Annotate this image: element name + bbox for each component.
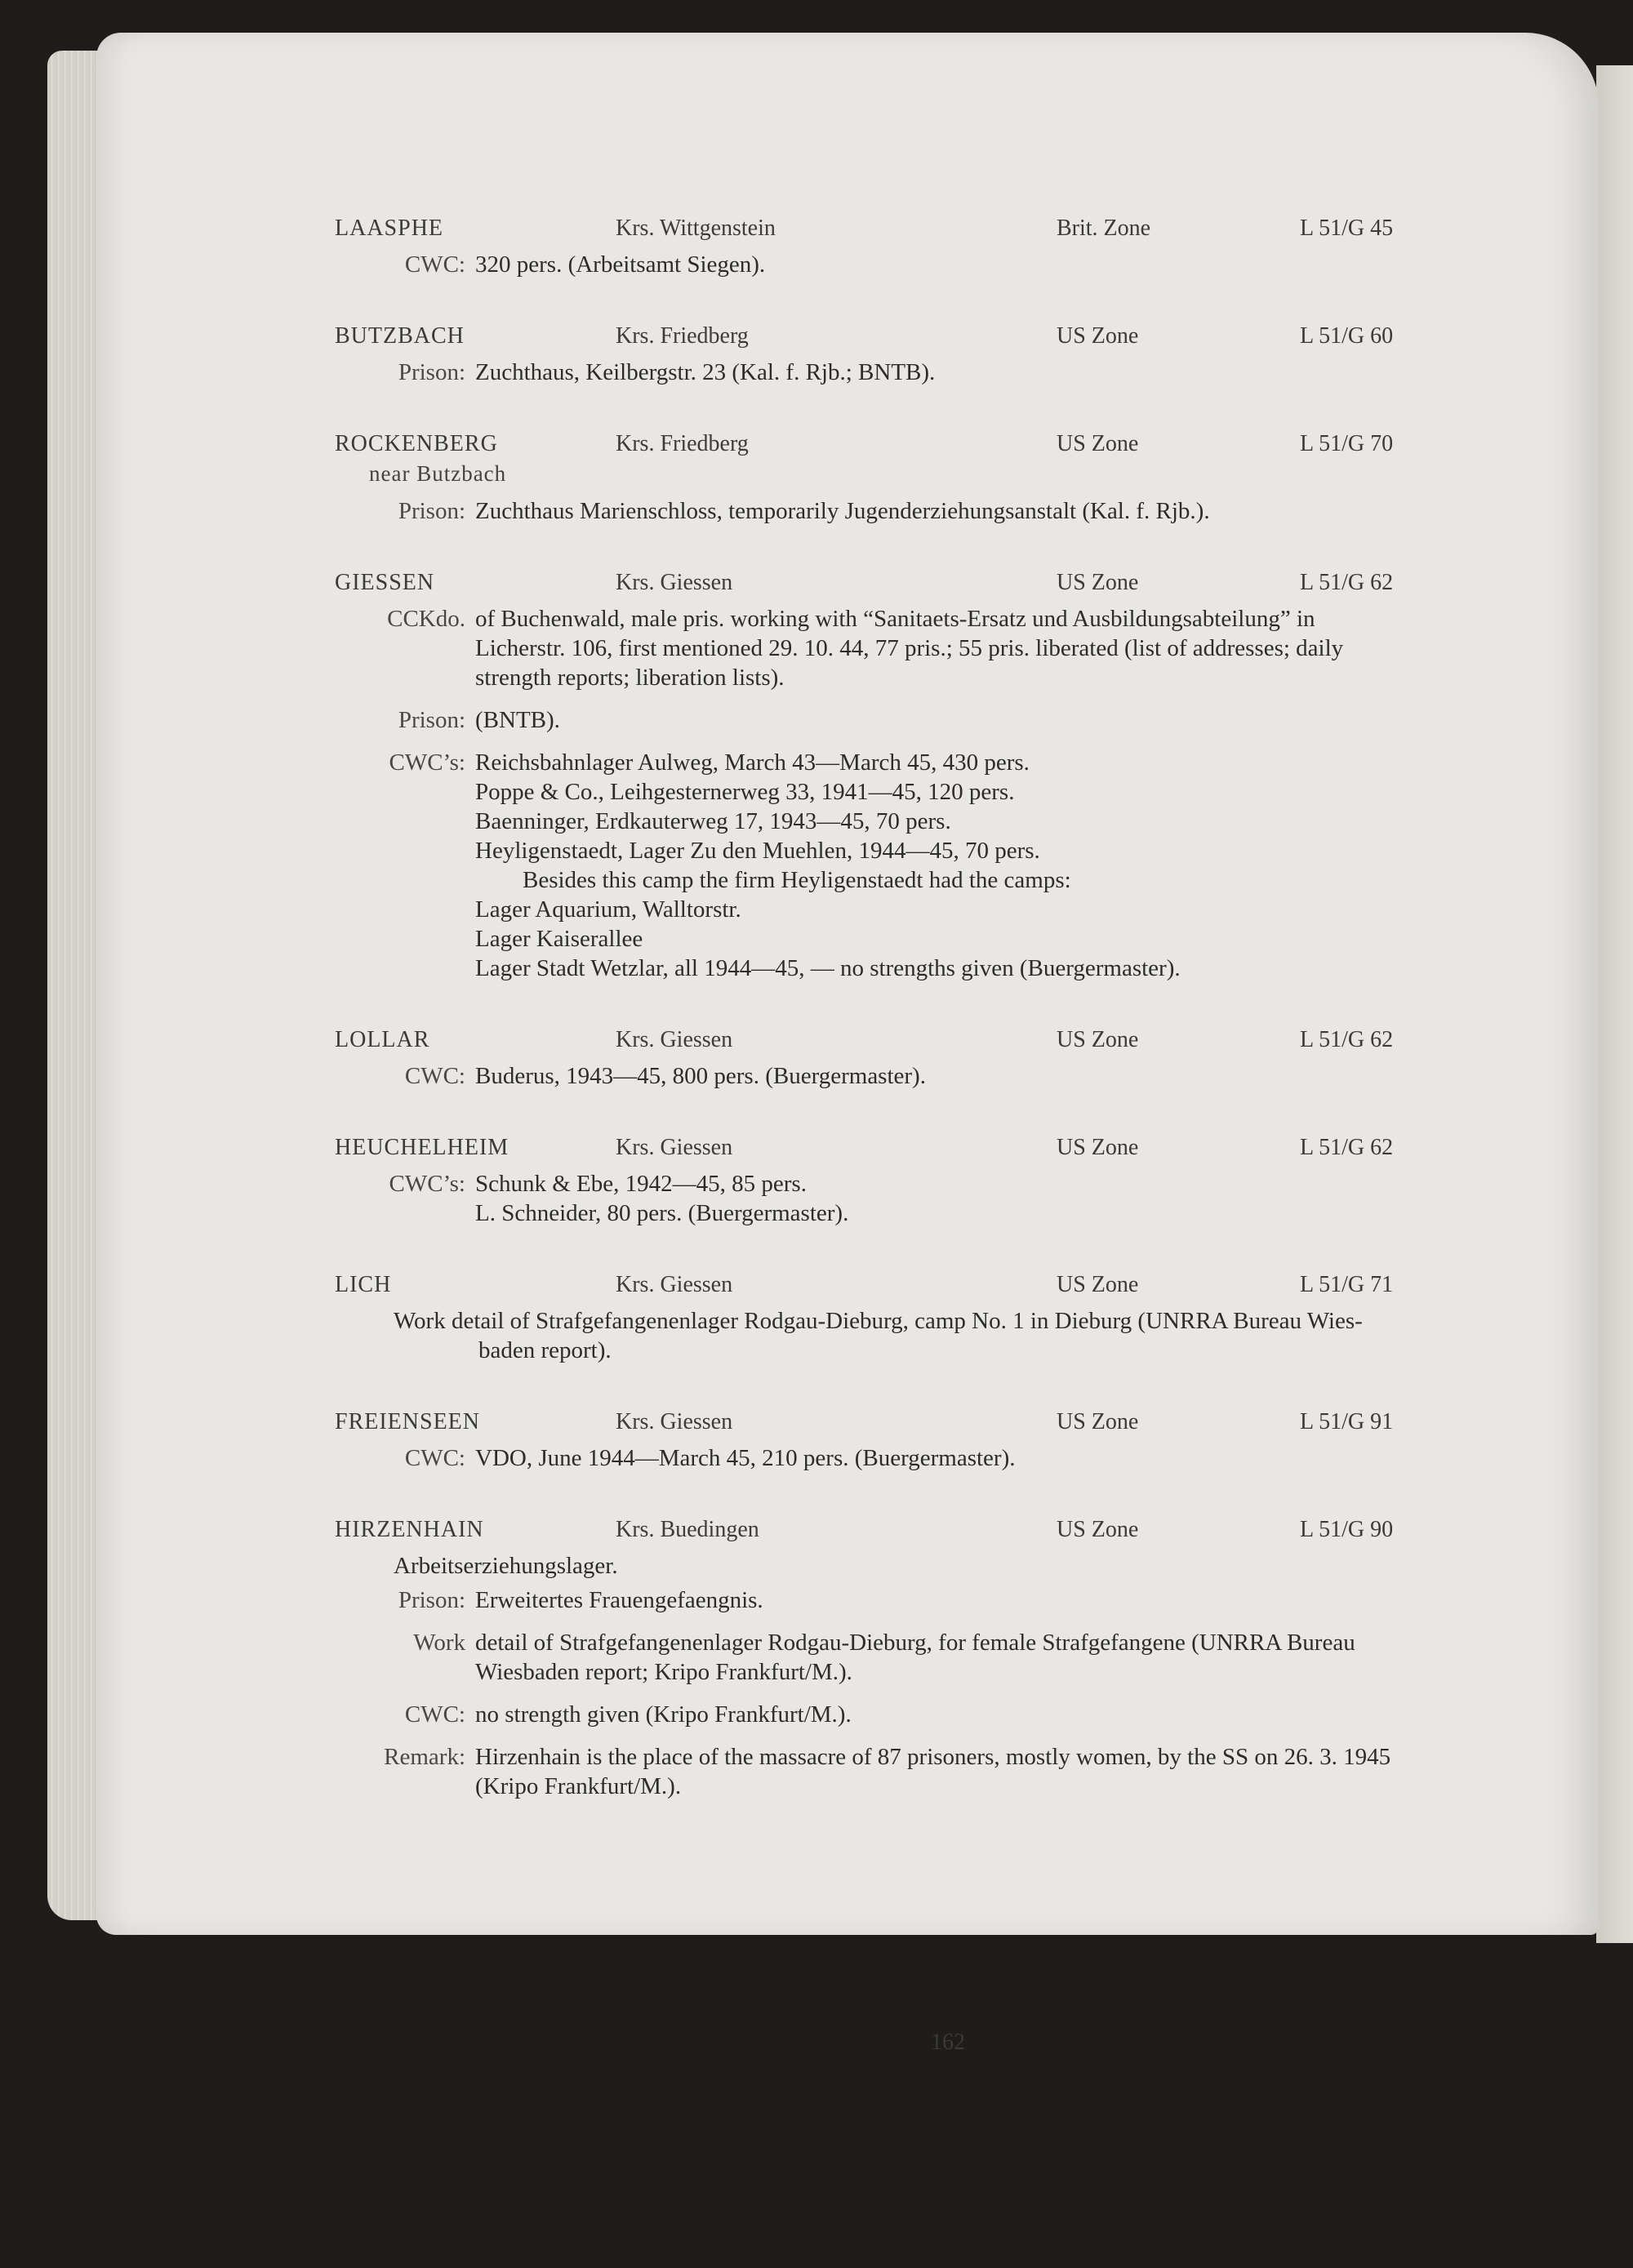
place-name-text: FREIENSEEN <box>335 1409 480 1434</box>
entry-item <box>335 1742 1551 1801</box>
map-reference: L 51/G 60 <box>1300 323 1394 349</box>
zone-label: US Zone <box>1057 1272 1139 1297</box>
item-line: Baenninger, Erdkauterweg 17, 1943—45, 70 pers. <box>475 808 951 834</box>
map-reference: L 51/G 71 <box>1300 1272 1394 1297</box>
entry-header <box>335 1025 1551 1056</box>
place-name <box>335 214 443 243</box>
item-text <box>475 604 1551 692</box>
directory-entry <box>335 1407 1551 1473</box>
place-name <box>335 568 434 598</box>
item-line: VDO, June 1944—March 45, 210 pers. (Buergermaster). <box>475 1445 1016 1471</box>
item-label: Prison: <box>398 498 465 524</box>
item-text <box>475 1700 1551 1729</box>
place-name-text: HEUCHELHEIM <box>335 1135 509 1160</box>
item-label: Work <box>413 1630 465 1656</box>
item-line: Reichsbahnlager Aulweg, March 43—March 45, 430 pers. <box>475 749 1030 776</box>
entry-item <box>335 748 1551 983</box>
entry-item <box>335 250 1551 279</box>
entry-header <box>335 429 1551 491</box>
directory-entry <box>335 1025 1551 1091</box>
item-label: CCKdo. <box>387 606 465 632</box>
place-name-text: LAASPHE <box>335 216 444 241</box>
entry-item <box>335 358 1551 387</box>
directory-entry <box>335 568 1551 983</box>
item-label: Remark: <box>384 1744 465 1770</box>
item-line: L. Schneider, 80 pers. (Buergermaster). <box>475 1200 849 1226</box>
item-label: CWC: <box>404 251 465 278</box>
item-text <box>475 496 1551 526</box>
entry-item <box>335 1700 1551 1729</box>
map-reference: L 51/G 91 <box>1300 1409 1394 1434</box>
zone-label: US Zone <box>1057 1027 1139 1052</box>
entry-item <box>335 1585 1551 1615</box>
district-name: Krs. Giessen <box>616 1409 733 1434</box>
item-line: 320 pers. (Arbeitsamt Siegen). <box>475 251 766 278</box>
entry-header <box>335 1270 1551 1301</box>
place-name-text: BUTZBACH <box>335 323 465 349</box>
item-label: CWC’s: <box>389 749 465 776</box>
place-name <box>335 1270 391 1300</box>
item-text <box>475 1169 1551 1228</box>
entry-description <box>335 1306 1551 1365</box>
directory-entry <box>335 1270 1551 1365</box>
district-name: Krs. Giessen <box>616 1272 733 1297</box>
entry-header <box>335 322 1551 353</box>
item-line: of Buchenwald, male pris. working with “Sanitaets-Ersatz und Ausbildungsabteilung” in <box>475 606 1315 632</box>
zone-label: US Zone <box>1057 1135 1139 1160</box>
place-name <box>335 429 506 488</box>
entry-item <box>335 604 1551 692</box>
place-name <box>335 1515 484 1545</box>
item-line: (BNTB). <box>475 707 560 733</box>
item-line: Hirzenhain is the place of the massacre of 87 prisoners, mostly women, by the SS on 26. 3. 1945 <box>475 1744 1391 1770</box>
item-line: Lager Kaiserallee <box>475 926 643 952</box>
entry-item <box>335 1169 1551 1228</box>
place-name-text: LICH <box>335 1272 392 1297</box>
district-name: Krs. Buedingen <box>616 1517 759 1542</box>
item-label: CWC: <box>404 1701 465 1728</box>
item-line: Buderus, 1943—45, 800 pers. (Buergermaster). <box>475 1063 926 1089</box>
entry-header <box>335 214 1551 245</box>
item-line: strength reports; liberation lists). <box>475 665 785 691</box>
item-label: CWC: <box>404 1445 465 1471</box>
district-name: Krs. Giessen <box>616 1135 733 1160</box>
map-reference: L 51/G 62 <box>1300 570 1394 595</box>
district-name: Krs. Friedberg <box>616 323 749 349</box>
page-content <box>335 214 1551 1843</box>
item-line: Lager Stadt Wetzlar, all 1944—45, — no strengths given (Buergermaster). <box>475 955 1181 981</box>
item-text <box>475 1585 1551 1615</box>
item-line: Schunk & Ebe, 1942—45, 85 pers. <box>475 1171 807 1197</box>
zone-label: Brit. Zone <box>1057 216 1151 241</box>
item-line: Licherstr. 106, first mentioned 29. 10. 44, 77 pris.; 55 pris. liberated (list of addresses; daily <box>475 635 1344 661</box>
item-line: Wiesbaden report; Kripo Frankfurt/M.). <box>475 1659 852 1685</box>
directory-entry <box>335 429 1551 526</box>
entry-header <box>335 1407 1551 1439</box>
item-line: Heyligenstaedt, Lager Zu den Muehlen, 1944—45, 70 pers. <box>475 838 1040 864</box>
item-text <box>475 748 1551 983</box>
directory-entry <box>335 1133 1551 1228</box>
place-subtitle: near Butzbach <box>369 461 507 486</box>
item-text <box>475 1061 1551 1091</box>
district-name: Krs. Giessen <box>616 570 733 595</box>
item-label: CWC: <box>404 1063 465 1089</box>
item-line: Lager Aquarium, Walltorstr. <box>475 896 741 923</box>
place-name <box>335 1133 509 1163</box>
item-label: Prison: <box>398 1587 465 1613</box>
zone-label: US Zone <box>1057 570 1139 595</box>
zone-label: US Zone <box>1057 323 1139 349</box>
item-label: Prison: <box>398 359 465 385</box>
place-name-text: ROCKENBERG <box>335 431 498 456</box>
zone-label: US Zone <box>1057 1517 1139 1542</box>
item-text <box>475 705 1551 735</box>
map-reference: L 51/G 70 <box>1300 431 1394 456</box>
entry-item <box>335 1061 1551 1091</box>
place-name-text: GIESSEN <box>335 570 435 595</box>
entry-item <box>335 705 1551 735</box>
description-line: Work detail of Strafgefangenenlager Rodgau-Dieburg, camp No. 1 in Dieburg (UNRRA Bureau Wies- <box>394 1308 1363 1334</box>
item-line: (Kripo Frankfurt/M.). <box>475 1773 682 1799</box>
map-reference: L 51/G 62 <box>1300 1027 1394 1052</box>
item-text <box>475 358 1551 387</box>
item-label: CWC’s: <box>389 1171 465 1197</box>
place-name <box>335 1025 429 1055</box>
item-text <box>475 1742 1551 1801</box>
item-line: Erweitertes Frauengefaengnis. <box>475 1587 763 1613</box>
zone-label: US Zone <box>1057 1409 1139 1434</box>
place-name <box>335 1407 480 1437</box>
item-line: Zuchthaus, Keilbergstr. 23 (Kal. f. Rjb.; BNTB). <box>475 359 936 385</box>
entry-item <box>335 496 1551 526</box>
entry-item <box>335 1443 1551 1473</box>
entry-header <box>335 568 1551 599</box>
item-line: Zuchthaus Marienschloss, temporarily Jugenderziehungsanstalt (Kal. f. Rjb.). <box>475 498 1210 524</box>
directory-entry <box>335 214 1551 279</box>
item-text <box>475 1443 1551 1473</box>
item-line: detail of Strafgefangenenlager Rodgau-Dieburg, for female Strafgefangene (UNRRA Bureau <box>475 1630 1355 1656</box>
description-line: baden report). <box>478 1337 612 1363</box>
page-number: 162 <box>931 2030 965 2055</box>
directory-entry <box>335 1515 1551 1801</box>
place-name-text: HIRZENHAIN <box>335 1517 484 1542</box>
place-name-text: LOLLAR <box>335 1027 430 1052</box>
entry-header <box>335 1515 1551 1546</box>
item-text <box>475 250 1551 279</box>
map-reference: L 51/G 62 <box>1300 1135 1394 1160</box>
entry-header <box>335 1133 1551 1164</box>
item-text <box>475 1628 1551 1687</box>
item-label: Prison: <box>398 707 465 733</box>
place-name <box>335 322 465 351</box>
entry-item <box>335 1628 1551 1687</box>
map-reference: L 51/G 45 <box>1300 216 1394 241</box>
item-line: Besides this camp the firm Heyligenstaedt had the camps: <box>523 867 1071 893</box>
directory-entry <box>335 322 1551 387</box>
item-line: Poppe & Co., Leihgesternerweg 33, 1941—45, 120 pers. <box>475 779 1015 805</box>
item-line: no strength given (Kripo Frankfurt/M.). <box>475 1701 852 1728</box>
facing-page-edge <box>1596 65 1633 1943</box>
district-name: Krs. Wittgenstein <box>616 216 776 241</box>
entry-note: Arbeitserziehungslager. <box>394 1553 618 1579</box>
map-reference: L 51/G 90 <box>1300 1517 1394 1542</box>
district-name: Krs. Giessen <box>616 1027 733 1052</box>
zone-label: US Zone <box>1057 431 1139 456</box>
district-name: Krs. Friedberg <box>616 431 749 456</box>
